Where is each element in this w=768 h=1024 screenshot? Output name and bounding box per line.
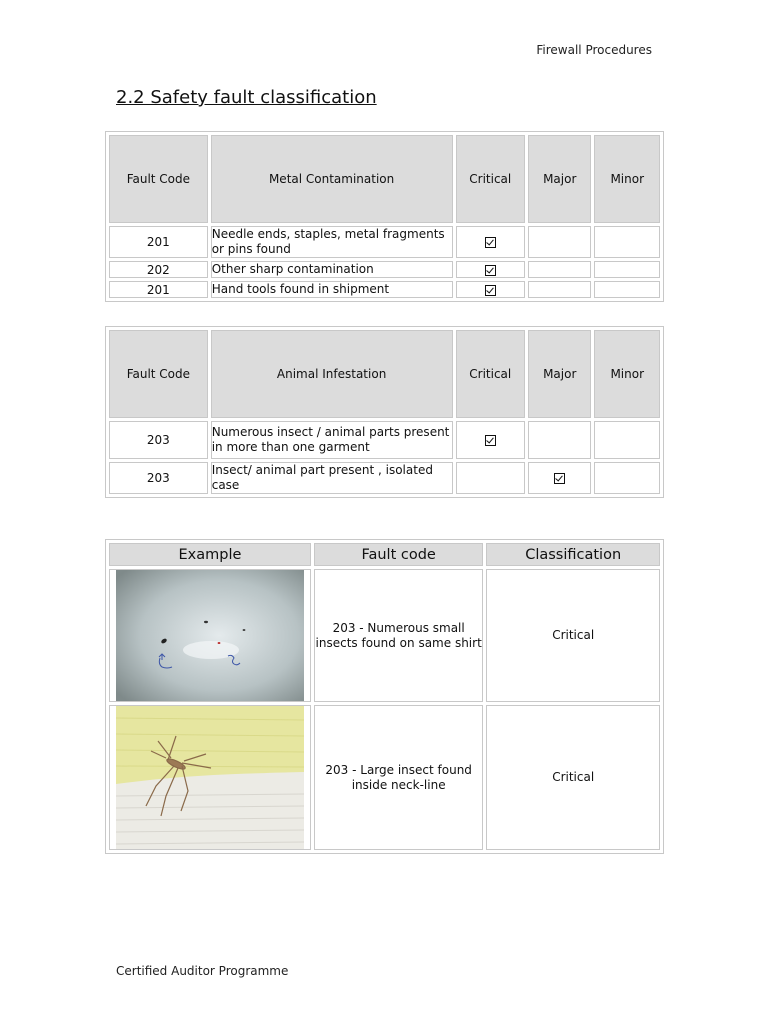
large-insect-photo: [116, 706, 304, 849]
small-insects-photo: [116, 570, 304, 701]
animal-infestation-table: [105, 326, 664, 498]
critical-cell: [456, 281, 526, 298]
metal-contamination-table: [105, 131, 664, 302]
table-row: [109, 569, 660, 702]
minor-cell: [594, 421, 660, 459]
header-major: Major: [528, 135, 591, 223]
critical-cell: [456, 261, 526, 278]
description-cell: Other sharp contamination: [211, 261, 453, 278]
running-header: Firewall Procedures: [536, 43, 652, 57]
example-table: [105, 539, 664, 854]
description-cell: Numerous insect / animal parts present in more than one garment: [211, 421, 453, 459]
fault-code-cell: 201: [109, 226, 208, 258]
table-row: [109, 226, 660, 258]
header-critical: Critical: [456, 135, 526, 223]
example-image-cell: [109, 705, 311, 850]
header-critical: Critical: [456, 330, 526, 418]
table-row: [109, 705, 660, 850]
table-row: [109, 281, 660, 298]
table-row: [109, 462, 660, 494]
classification-cell: Critical: [486, 569, 660, 702]
fault-code-cell: 203: [109, 421, 208, 459]
major-cell: [528, 226, 591, 258]
minor-cell: [594, 226, 660, 258]
major-cell: [528, 261, 591, 278]
major-cell: [528, 421, 591, 459]
table-row: [109, 421, 660, 459]
section-title: 2.2 Safety fault classification: [116, 87, 377, 108]
header-major: Major: [528, 330, 591, 418]
fault-description-cell: 203 - Numerous small insects found on same shirt: [314, 569, 483, 702]
checked-box-icon: [554, 473, 565, 484]
header-example: Example: [109, 543, 311, 566]
header-category: Metal Contamination: [211, 135, 453, 223]
checked-box-icon: [485, 435, 496, 446]
header-fault-code: Fault Code: [109, 135, 208, 223]
example-image-cell: [109, 569, 311, 702]
header-fault-code: Fault Code: [109, 330, 208, 418]
minor-cell: [594, 462, 660, 494]
major-cell: [528, 462, 591, 494]
critical-cell: [456, 421, 526, 459]
major-cell: [528, 281, 591, 298]
running-footer: Certified Auditor Programme: [116, 964, 289, 978]
minor-cell: [594, 281, 660, 298]
fault-code-cell: 202: [109, 261, 208, 278]
minor-cell: [594, 261, 660, 278]
critical-cell: [456, 226, 526, 258]
description-cell: Insect/ animal part present , isolated case: [211, 462, 453, 494]
description-cell: Needle ends, staples, metal fragments or pins found: [211, 226, 453, 258]
checked-box-icon: [485, 285, 496, 296]
header-minor: Minor: [594, 135, 660, 223]
fault-code-cell: 203: [109, 462, 208, 494]
critical-cell: [456, 462, 526, 494]
header-fault-code: Fault code: [314, 543, 483, 566]
header-minor: Minor: [594, 330, 660, 418]
header-category: Animal Infestation: [211, 330, 453, 418]
checked-box-icon: [485, 237, 496, 248]
description-cell: Hand tools found in shipment: [211, 281, 453, 298]
checked-box-icon: [485, 265, 496, 276]
fault-description-cell: 203 - Large insect found inside neck-line: [314, 705, 483, 850]
fault-code-cell: 201: [109, 281, 208, 298]
header-classification: Classification: [486, 543, 660, 566]
classification-cell: Critical: [486, 705, 660, 850]
table-row: [109, 261, 660, 278]
